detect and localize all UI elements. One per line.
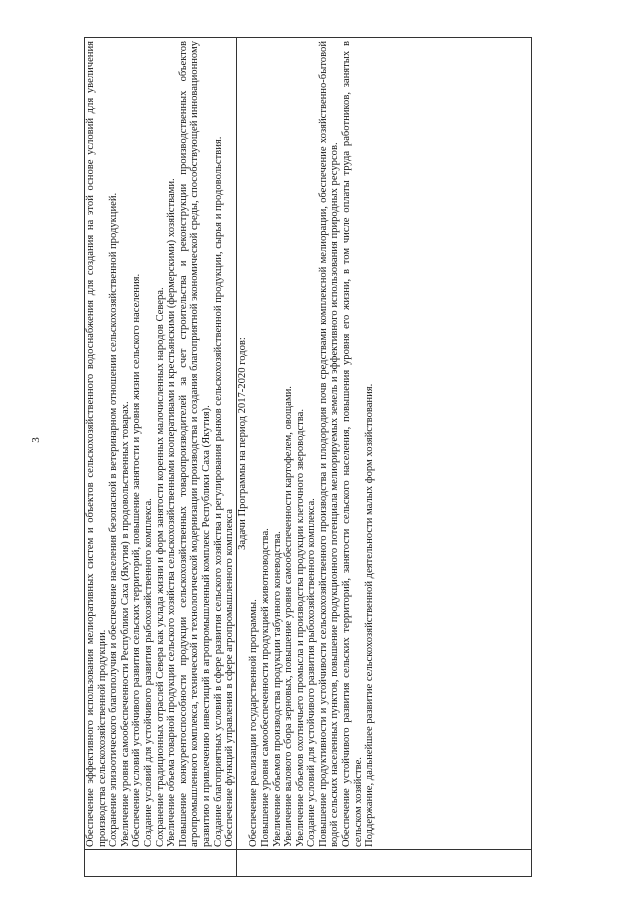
goal-item: Увеличение уровня самообеспеченности Республики Саха (Якутия) в продовольственных товарах.: [119, 401, 131, 847]
goal-item: Сохранение традиционных отраслей Севера как уклада жизни и форм занятости коренных малочисленных народов Севера.: [154, 287, 166, 847]
rotated-page-content: [84, 37, 532, 877]
task-item: Увеличение объемов охотничьего промысла и производства продукции клеточного звероводства.: [294, 408, 306, 847]
task-item: Создание условий для устойчивого развития рыбохозяйственного комплекса.: [306, 498, 318, 847]
task-item: Повышение уровня самообеспеченности продукцией животноводства.: [259, 528, 271, 847]
task-item: Увеличение валового сбора зерновых, повышение уровня самообеспеченности картофелем, овощами.: [283, 386, 295, 847]
program-table: [84, 37, 532, 877]
goal-item: Увеличение объема товарной продукции сельского хозяйства сельскохозяйственными кооперативами и крестьянскими (фермерскими) хозяйствами.: [166, 178, 178, 847]
goal-item: Создание благоприятных условий в сфере развития сельского хозяйства и регулирования рынков сельскохозяйственной продукции, сырья и продовольствия.: [212, 136, 224, 847]
goal-item: Обеспечение эффективного использования мелиоративных систем и объектов сельскохозяйственного водоснабжения для создания на этой основе условий для увеличения производства сельскохозяйственной продукции.: [85, 41, 108, 847]
goal-item: Повышение конкурентоспособности продукции сельскохозяйственных товаропроизводителей за счет строительства и реконструкции производственных объектов агропромышленного комплекса, технической и технологической модернизации производства и создания благоприятной экономической среды, способствующей инновационному развитию и привлечению инвестиций в агропромышленный комплекс Республики Саха (Якутия).: [177, 41, 212, 847]
task-item: Обеспечение реализации государственной программы.: [248, 599, 260, 847]
task-item: Повышение продуктивности и устойчивости сельскохозяйственного производства и плодородия почв средствами комплексной мелиорации, обеспечение хозяйственно-бытовой водой сельских населенных пунктов, повышение продукционного потенциала мелиорируемых земель и эффективного использования природных ресурсов.: [317, 41, 341, 847]
page-number: 3: [29, 437, 42, 443]
task-item: Поддержание, дальнейшее развитие сельскохозяйственной деятельности малых форм хозяйствования.: [364, 383, 376, 847]
tasks-heading: Задачи Программы на период 2017-2020 годов:: [236, 337, 248, 550]
task-item: Увеличение объемов производства продукции табунного коневодства.: [271, 531, 283, 847]
goals-section: [85, 38, 236, 849]
task-item: Обеспечение устойчивого развития сельских территорий, занятости сельского населения, повышения уровня его жизни, в том числе оплаты труда работников, занятых в сельском хозяйстве.: [341, 41, 364, 847]
tasks-section: [237, 38, 376, 849]
goal-item: Обеспечение функций управления в сфере агропромышленного комплекса: [224, 509, 236, 847]
goal-item: Создание условий для устойчивого развития рыбохозяйственного комплекса.: [142, 498, 154, 847]
goal-item: Обеспечение условий устойчивого развития сельских территорий, повышение занятости и уровня жизни сельского населения.: [131, 273, 143, 847]
goal-item: Сохранение эпизоотического благополучия и обеспечение населения безопасной в ветеринарном отношении сельскохозяйственной продукцией.: [108, 192, 120, 847]
